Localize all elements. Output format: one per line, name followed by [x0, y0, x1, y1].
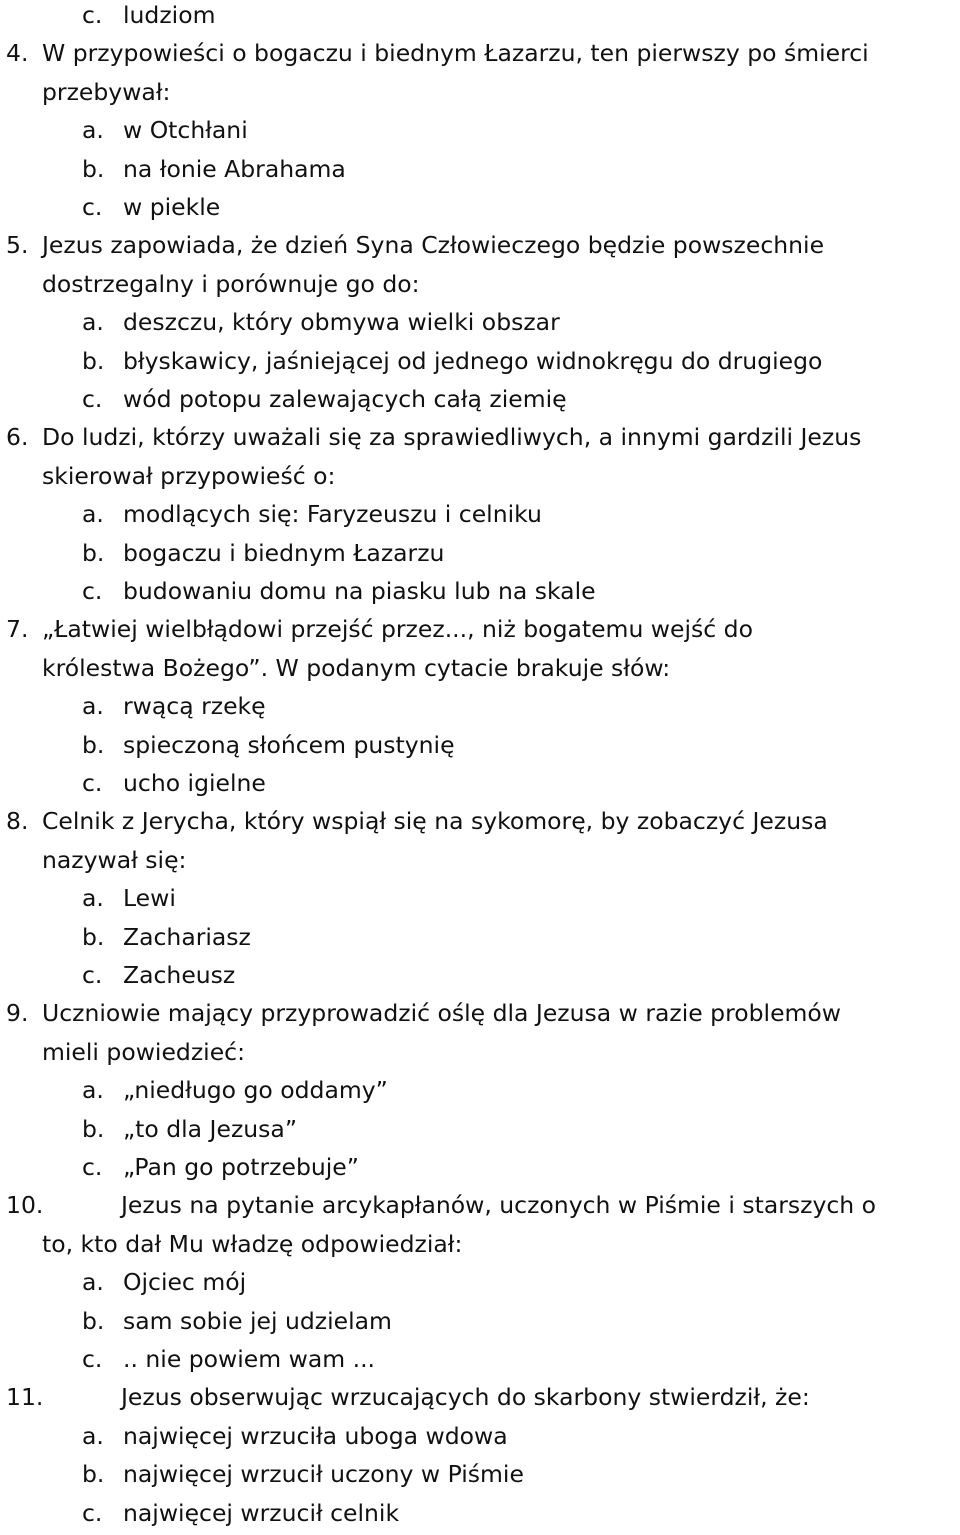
option-text: na łonie Abrahama [123, 154, 346, 183]
question-text: Uczniowie mający przyprowadzić oślę dla Jezusa w razie problemów [42, 999, 842, 1028]
option-letter: c. [82, 1, 103, 29]
option-text: najwięcej wrzucił celnik [123, 1498, 400, 1527]
option-letter: a. [82, 500, 104, 529]
option-letter: b. [82, 1460, 105, 1489]
question-text: Jezus zapowiada, że dzień Syna Człowieczego będzie powszechnie [42, 231, 825, 260]
question-number: 6. [6, 423, 29, 452]
option-letter: c. [82, 193, 103, 221]
question-number: 11. [6, 1383, 44, 1412]
option-text: spieczoną słońcem pustynię [123, 730, 455, 759]
option-letter: a. [82, 1421, 104, 1450]
option-text: wód potopu zalewających całą ziemię [123, 385, 567, 413]
option-letter: c. [82, 961, 103, 989]
question-text: dostrzegalny i porównuje go do: [42, 269, 420, 298]
option-letter: c. [82, 1345, 103, 1373]
option-letter: a. [82, 116, 104, 145]
option-letter: c. [82, 385, 103, 413]
question-number: 9. [6, 999, 29, 1028]
option-text: w Otchłani [123, 116, 248, 145]
option-text: modlących się: Faryzeuszu i celniku [123, 500, 542, 529]
option-text: najwięcej wrzuciła uboga wdowa [123, 1421, 508, 1450]
option-text: Zacheusz [123, 961, 236, 989]
option-text: Lewi [123, 884, 176, 913]
question-text: mieli powiedzieć: [42, 1037, 245, 1066]
option-letter: b. [82, 922, 105, 951]
option-letter: a. [82, 1076, 104, 1105]
option-text: ucho igielne [123, 769, 266, 797]
question-text: Jezus na pytanie arcykapłanów, uczonych w Piśmie i starszych o [121, 1191, 877, 1220]
option-text: w piekle [123, 193, 221, 221]
option-letter: c. [82, 1498, 103, 1527]
question-text: przebywał: [42, 77, 171, 106]
option-letter: a. [82, 1268, 104, 1297]
question-text: Do ludzi, którzy uważali się za sprawiedliwych, a innymi gardzili Jezus [42, 423, 862, 452]
question-text: Celnik z Jerycha, który wspiął się na sykomorę, by zobaczyć Jezusa [42, 807, 828, 836]
question-text: skierował przypowieść o: [42, 461, 336, 490]
question-number: 4. [6, 39, 29, 68]
question-number: 7. [6, 615, 29, 644]
option-text: deszczu, który obmywa wielki obszar [123, 308, 560, 337]
option-letter: a. [82, 308, 104, 337]
option-letter: b. [82, 1114, 105, 1143]
option-letter: c. [82, 1153, 103, 1181]
question-text: to, kto dał Mu władzę odpowiedział: [42, 1229, 463, 1258]
option-letter: c. [82, 577, 103, 605]
option-letter: b. [82, 346, 105, 375]
option-text: „Pan go potrzebuje” [123, 1153, 359, 1181]
option-letter: b. [82, 1306, 105, 1335]
option-text: Ojciec mój [123, 1268, 247, 1297]
question-number: 8. [6, 807, 29, 836]
option-text: .. nie powiem wam ... [123, 1345, 376, 1373]
option-letter: a. [82, 884, 104, 913]
option-text: rwącą rzekę [123, 692, 266, 721]
option-letter: b. [82, 538, 105, 567]
option-letter: a. [82, 692, 104, 721]
option-text: ludziom [123, 1, 216, 29]
option-text: Zachariasz [123, 922, 251, 951]
option-text: błyskawicy, jaśniejącej od jednego widnokręgu do drugiego [123, 346, 823, 375]
question-text: „Łatwiej wielbłądowi przejść przez..., niż bogatemu wejść do [42, 615, 753, 644]
option-text: „to dla Jezusa” [123, 1114, 297, 1143]
question-number: 10. [6, 1191, 44, 1220]
option-text: „niedługo go oddamy” [123, 1076, 388, 1105]
question-number: 5. [6, 231, 29, 260]
question-text: W przypowieści o bogaczu i biednym Łazarzu, ten pierwszy po śmierci [42, 39, 869, 68]
option-letter: b. [82, 154, 105, 183]
question-text: Jezus obserwując wrzucających do skarbony stwierdził, że: [121, 1383, 810, 1412]
question-text: nazywał się: [42, 845, 187, 874]
option-letter: c. [82, 769, 103, 797]
option-text: budowaniu domu na piasku lub na skale [123, 577, 596, 605]
option-text: bogaczu i biednym Łazarzu [123, 538, 445, 567]
option-text: sam sobie jej udzielam [123, 1306, 392, 1335]
question-text: królestwa Bożego”. W podanym cytacie brakuje słów: [42, 653, 671, 682]
option-letter: b. [82, 730, 105, 759]
option-text: najwięcej wrzucił uczony w Piśmie [123, 1460, 524, 1489]
